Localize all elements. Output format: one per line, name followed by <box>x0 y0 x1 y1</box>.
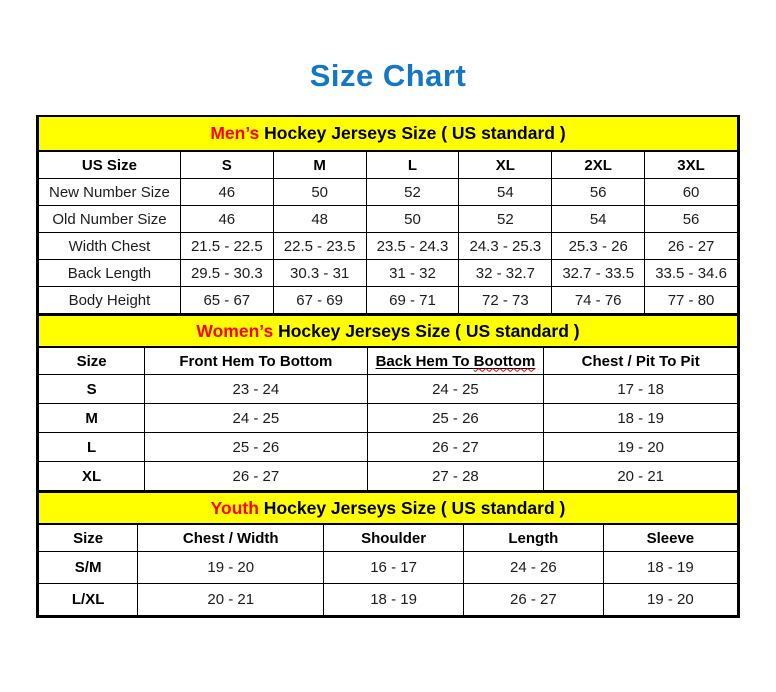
size-value-cell: 52 <box>366 179 459 206</box>
column-header: 3XL <box>645 151 738 179</box>
mens-section-title <box>39 117 738 151</box>
size-value-cell: 56 <box>645 206 738 233</box>
womens-section-title <box>39 315 738 347</box>
size-value-cell: 24 - 26 <box>463 552 603 584</box>
size-value-cell: 56 <box>552 179 645 206</box>
youth-section-title <box>39 492 738 524</box>
size-value-cell: 20 - 21 <box>138 584 324 616</box>
size-value-cell: 26 - 27 <box>367 433 544 462</box>
size-value-cell: 19 - 20 <box>138 552 324 584</box>
size-value-cell: 21.5 - 22.5 <box>180 233 273 260</box>
size-value-cell: 67 - 69 <box>273 287 366 314</box>
size-value-cell: 65 - 67 <box>180 287 273 314</box>
column-header: US Size <box>39 151 181 179</box>
section-title-rest: Hockey Jerseys Size ( US standard ) <box>258 497 566 518</box>
section-title-highlight: Youth <box>210 497 259 518</box>
size-value-cell: 69 - 71 <box>366 287 459 314</box>
column-header: Size <box>39 524 138 552</box>
row-label: L <box>39 433 145 462</box>
youth-size-table <box>38 491 738 616</box>
row-label: L/XL <box>39 584 138 616</box>
size-value-cell: 18 - 19 <box>324 584 464 616</box>
table-row <box>39 433 738 462</box>
size-value-cell: 18 - 19 <box>544 404 738 433</box>
womens-section-title-row <box>39 315 738 347</box>
mens-column-header-row <box>39 151 738 179</box>
column-header: S <box>180 151 273 179</box>
size-value-cell: 20 - 21 <box>544 462 738 491</box>
column-header: L <box>366 151 459 179</box>
size-value-cell: 50 <box>273 179 366 206</box>
womens-column-header-row <box>39 347 738 375</box>
section-title-highlight: Women’s <box>196 320 274 341</box>
size-value-cell: 46 <box>180 206 273 233</box>
underlined-header-text: Back Hem To Boottom <box>375 352 536 370</box>
size-value-cell: 27 - 28 <box>367 462 544 491</box>
size-value-cell: 22.5 - 23.5 <box>273 233 366 260</box>
size-value-cell: 32.7 - 33.5 <box>552 260 645 287</box>
column-header: M <box>273 151 366 179</box>
table-row <box>39 404 738 433</box>
size-value-cell: 24.3 - 25.3 <box>459 233 552 260</box>
section-title-rest: Hockey Jerseys Size ( US standard ) <box>273 320 580 341</box>
size-value-cell: 29.5 - 30.3 <box>180 260 273 287</box>
row-label: Width Chest <box>39 233 181 260</box>
size-value-cell: 19 - 20 <box>603 584 737 616</box>
size-value-cell: 54 <box>459 179 552 206</box>
section-title-highlight: Men’s <box>210 123 260 143</box>
size-value-cell: 30.3 - 31 <box>273 260 366 287</box>
size-value-cell: 25.3 - 26 <box>552 233 645 260</box>
size-value-cell: 50 <box>366 206 459 233</box>
column-header: Size <box>39 347 145 375</box>
row-label: S/M <box>39 552 138 584</box>
table-row <box>39 233 738 260</box>
row-label: New Number Size <box>39 179 181 206</box>
column-header: Length <box>463 524 603 552</box>
size-value-cell: 25 - 26 <box>367 404 544 433</box>
size-value-cell: 54 <box>552 206 645 233</box>
table-row <box>39 375 738 404</box>
column-header: Shoulder <box>324 524 464 552</box>
mens-size-table <box>38 117 738 314</box>
table-row <box>39 584 738 616</box>
column-header: Sleeve <box>603 524 737 552</box>
column-header: Front Hem To Bottom <box>145 347 367 375</box>
size-value-cell: 26 - 27 <box>645 233 738 260</box>
size-value-cell: 52 <box>459 206 552 233</box>
size-value-cell: 19 - 20 <box>544 433 738 462</box>
size-value-cell: 24 - 25 <box>145 404 367 433</box>
column-header <box>367 347 544 375</box>
row-label: Old Number Size <box>39 206 181 233</box>
size-value-cell: 23.5 - 24.3 <box>366 233 459 260</box>
size-value-cell: 26 - 27 <box>463 584 603 616</box>
youth-column-header-row <box>39 524 738 552</box>
table-row <box>39 179 738 206</box>
table-row <box>39 552 738 584</box>
size-value-cell: 32 - 32.7 <box>459 260 552 287</box>
size-value-cell: 77 - 80 <box>645 287 738 314</box>
table-row <box>39 206 738 233</box>
size-value-cell: 24 - 25 <box>367 375 544 404</box>
size-value-cell: 16 - 17 <box>324 552 464 584</box>
table-row <box>39 260 738 287</box>
youth-section-title-row <box>39 492 738 524</box>
size-value-cell: 26 - 27 <box>145 462 367 491</box>
section-title-rest: Hockey Jerseys Size ( US standard ) <box>259 123 566 143</box>
row-label: Back Length <box>39 260 181 287</box>
size-chart <box>36 115 740 618</box>
size-value-cell: 33.5 - 34.6 <box>645 260 738 287</box>
column-header: 2XL <box>552 151 645 179</box>
mens-section-title-row <box>39 117 738 151</box>
row-label: Body Height <box>39 287 181 314</box>
table-row <box>39 462 738 491</box>
column-header: Chest / Pit To Pit <box>544 347 738 375</box>
column-header: Chest / Width <box>138 524 324 552</box>
row-label: XL <box>39 462 145 491</box>
row-label: M <box>39 404 145 433</box>
size-value-cell: 18 - 19 <box>603 552 737 584</box>
size-value-cell: 60 <box>645 179 738 206</box>
size-value-cell: 72 - 73 <box>459 287 552 314</box>
size-value-cell: 23 - 24 <box>145 375 367 404</box>
row-label: S <box>39 375 145 404</box>
size-value-cell: 46 <box>180 179 273 206</box>
womens-size-table <box>38 314 738 491</box>
table-row <box>39 287 738 314</box>
page-title: Size Chart <box>309 58 467 93</box>
size-value-cell: 74 - 76 <box>552 287 645 314</box>
misspelled-word: Boottom <box>473 352 536 370</box>
size-value-cell: 25 - 26 <box>145 433 367 462</box>
size-value-cell: 31 - 32 <box>366 260 459 287</box>
size-value-cell: 48 <box>273 206 366 233</box>
column-header: XL <box>459 151 552 179</box>
size-value-cell: 17 - 18 <box>544 375 738 404</box>
